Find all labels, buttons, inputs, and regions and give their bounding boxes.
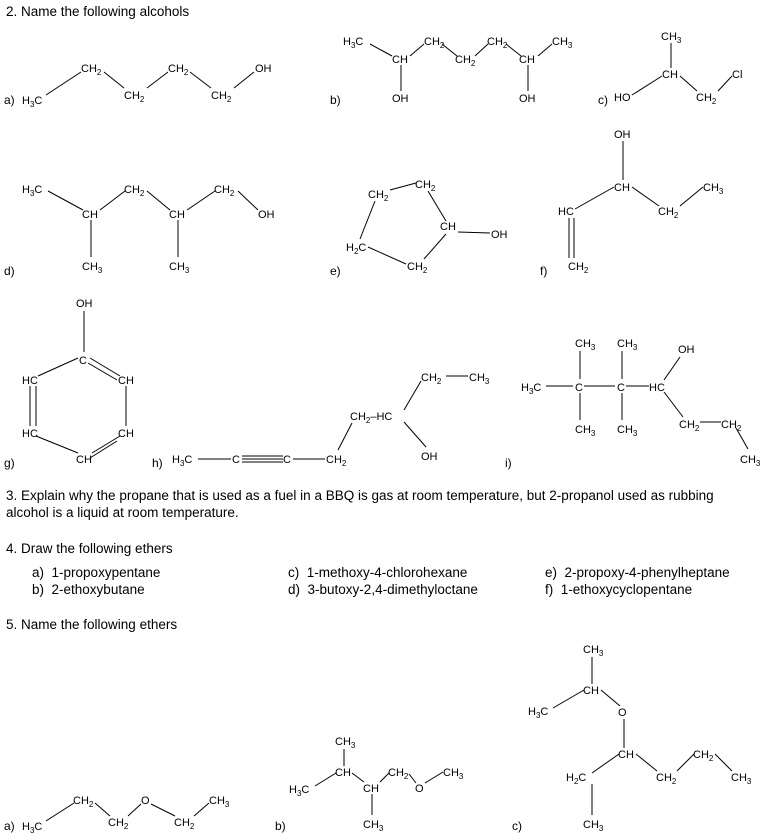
svg-text:OH: OH [519, 93, 536, 105]
svg-text:CH3: $CH_3$ [469, 372, 490, 386]
svg-text:CH: CH [363, 783, 379, 795]
svg-text:CH2: $CH_2$ [421, 372, 442, 386]
svg-text:CH2: $CH_2$ [696, 92, 717, 106]
svg-text:CH3: $CH_3$ [617, 424, 638, 438]
label-5c: c) [512, 819, 522, 833]
structure-2g [22, 298, 134, 466]
svg-text:OH: OH [678, 344, 695, 356]
svg-text:H3C: $H_3C$ [22, 821, 43, 835]
svg-text:CH2: $CH_2$ [487, 36, 508, 50]
svg-text:CH: CH [583, 685, 599, 697]
structure-2c [614, 31, 742, 106]
question-4-heading: 4. Draw the following ethers [6, 541, 173, 556]
svg-text:CH2: $CH_2$ [455, 54, 476, 68]
svg-text:CH2: $CH_2$ [658, 206, 679, 220]
list-item: d) 3-butoxy-2,4-dimethyloctane [288, 582, 478, 597]
svg-text:C: C [617, 382, 625, 394]
label-2f: f) [540, 264, 548, 278]
svg-text:CH3: $CH_3$ [617, 338, 638, 352]
question-5-heading: 5. Name the following ethers [6, 617, 178, 632]
svg-text:CH3: $CH_3$ [731, 772, 752, 786]
svg-text:CH3: $CH_3$ [363, 819, 384, 833]
structure-5a [22, 795, 230, 835]
list-item: f) 1-ethoxycyclopentane [545, 582, 693, 597]
list-item: e) 2-propoxy-4-phenylheptane [545, 565, 730, 580]
svg-text:C: C [283, 454, 291, 466]
svg-text:O: O [618, 707, 627, 719]
svg-text:CH3: $CH_3$ [443, 767, 464, 781]
svg-text:CH: CH [169, 209, 185, 221]
svg-text:CH: CH [614, 182, 630, 194]
svg-text:CH: CH [76, 454, 92, 466]
svg-text:C: C [79, 355, 87, 367]
svg-text:H2C: $H_2C$ [566, 772, 587, 786]
svg-text:CH: CH [118, 375, 134, 387]
svg-text:CH2: $CH_2$ [124, 184, 145, 198]
svg-text:OH: OH [614, 129, 631, 141]
svg-text:HC: HC [22, 428, 38, 440]
svg-text:H2C: $H_2C$ [346, 242, 367, 256]
svg-text:H3C: $H_3C$ [521, 382, 542, 396]
list-item: a) 1-propoxypentane [32, 565, 161, 580]
label-2h: h) [152, 456, 163, 470]
structure-2d [22, 184, 275, 275]
svg-text:H3C: $H_3C$ [528, 706, 549, 720]
svg-text:CH2: $CH_2$ [81, 63, 102, 77]
structure-2h [172, 372, 490, 468]
svg-text:CH2: $CH_2$ [679, 419, 700, 433]
svg-text:CH3: $CH_3$ [169, 261, 190, 275]
svg-text:HC: HC [649, 382, 665, 394]
label-2a: a) [4, 93, 15, 107]
svg-text:CH3: $CH_3$ [552, 36, 573, 50]
svg-text:CH: CH [519, 54, 535, 66]
structure-5b [289, 736, 464, 833]
svg-text:HC: HC [558, 206, 574, 218]
svg-text:CH3: $CH_3$ [583, 644, 604, 658]
structure-2i [521, 338, 761, 468]
svg-text:CH2–HC: $CH_2-HC$ [350, 411, 393, 425]
svg-text:H3C: $H_3C$ [289, 784, 310, 798]
svg-text:CH2: $CH_2$ [568, 261, 589, 275]
svg-text:O: O [141, 795, 150, 807]
svg-text:CH: CH [392, 54, 408, 66]
list-item: c) 1-methoxy-4-chlorohexane [288, 565, 468, 580]
label-2c: c) [598, 93, 608, 107]
svg-text:CH3: $CH_3$ [575, 338, 596, 352]
label-2g: g) [4, 456, 15, 470]
svg-text:CH: CH [118, 428, 134, 440]
svg-text:CH2: $CH_2$ [211, 90, 232, 104]
svg-text:CH3: $CH_3$ [82, 261, 103, 275]
svg-text:OH: OH [255, 63, 272, 75]
svg-text:CH2: $CH_2$ [693, 749, 714, 763]
svg-text:C: C [575, 382, 583, 394]
svg-text:HO: HO [614, 92, 631, 104]
svg-text:HC: HC [22, 375, 38, 387]
list-item: b) 2-ethoxybutane [32, 582, 145, 597]
svg-text:O: O [415, 783, 424, 795]
svg-text:H3C: $H_3C$ [172, 454, 193, 468]
svg-text:CH: CH [440, 221, 456, 233]
svg-text:CH: CH [618, 749, 634, 761]
structure-2b [343, 36, 573, 105]
label-2b: b) [330, 93, 341, 107]
label-5b: b) [275, 819, 286, 833]
svg-text:OH: OH [258, 209, 275, 221]
svg-text:H3C: $H_3C$ [22, 184, 43, 198]
structure-5c [528, 644, 752, 833]
svg-text:CH: CH [335, 767, 351, 779]
svg-text:CH3: $CH_3$ [661, 31, 682, 45]
label-5a: a) [4, 819, 15, 833]
svg-text:H3C: $H_3C$ [343, 36, 364, 50]
svg-text:OH: OH [76, 298, 93, 310]
svg-text:CH2: $CH_2$ [407, 261, 428, 275]
svg-text:CH3: $CH_3$ [703, 182, 724, 196]
question-3-text: 3. Explain why the propane that is used as a fuel in a BBQ is gas at room temperature, but 2-propanol used as rubbing alcohol is a liquid at room temperature. [6, 488, 714, 520]
svg-text:Cl: Cl [732, 69, 743, 81]
svg-text:OH: OH [392, 93, 409, 105]
svg-text:CH3: $CH_3$ [575, 424, 596, 438]
svg-text:CH2: $CH_2$ [368, 189, 389, 203]
svg-text:CH3: $CH_3$ [583, 819, 604, 833]
svg-text:CH3: $CH_3$ [209, 795, 230, 809]
label-2e: e) [330, 264, 341, 278]
svg-text:CH: CH [662, 69, 678, 81]
svg-text:CH2: $CH_2$ [656, 772, 677, 786]
svg-text:CH2: $CH_2$ [168, 63, 189, 77]
svg-text:OH: OH [491, 229, 508, 241]
question-2-heading: 2. Name the following alcohols [6, 4, 190, 19]
svg-text:CH3: $CH_3$ [740, 454, 761, 468]
svg-text:CH2: $CH_2$ [415, 179, 436, 193]
structure-2e [346, 179, 508, 275]
svg-text:CH2: $CH_2$ [424, 36, 445, 50]
svg-text:C: C [232, 454, 240, 466]
svg-text:H3C: $H_3C$ [22, 95, 43, 109]
svg-text:CH2: $CH_2$ [124, 90, 145, 104]
svg-text:CH2: $CH_2$ [721, 419, 742, 433]
structure-2a [22, 63, 272, 109]
structure-2f [558, 129, 724, 275]
svg-text:CH2: $CH_2$ [326, 454, 347, 468]
svg-text:CH2: $CH_2$ [73, 795, 94, 809]
svg-text:CH2: $CH_2$ [174, 817, 195, 831]
svg-text:CH: CH [82, 209, 98, 221]
svg-text:CH2: $CH_2$ [388, 767, 409, 781]
svg-text:CH2: $CH_2$ [214, 184, 235, 198]
svg-text:CH2: $CH_2$ [108, 817, 129, 831]
label-2d: d) [4, 264, 15, 278]
svg-text:CH3: $CH_3$ [335, 736, 356, 750]
svg-text:OH: OH [421, 451, 438, 463]
label-2i: i) [505, 456, 512, 470]
